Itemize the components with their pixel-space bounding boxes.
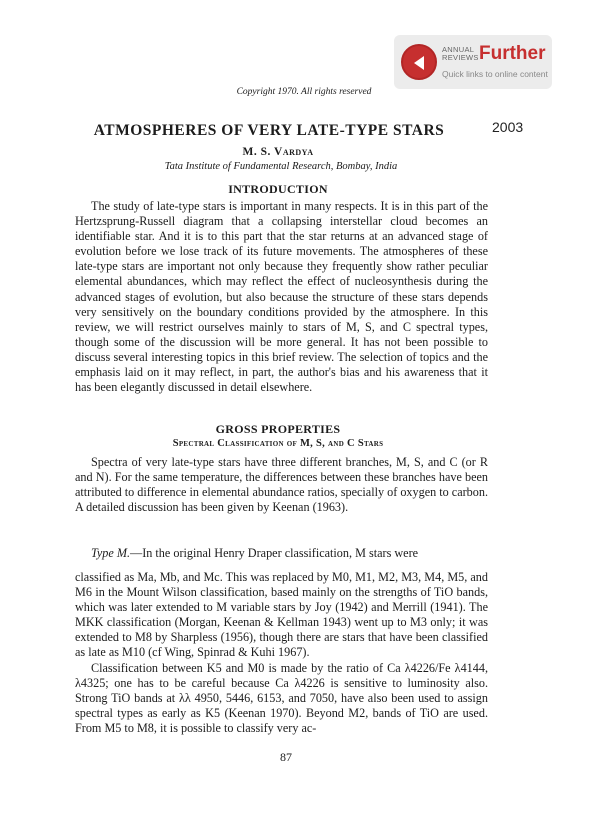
author-name: M. S. Vardya	[242, 146, 314, 158]
introduction-paragraph: The study of late-type stars is important in many respects. It is in this part of the Hertzsprung-Russell diagram that a collapsing interstellar cloud becomes an identifiable star. And it is to this part that the star returns at an advanced stage of evolution before we lose track of its future movements. The atmospheres of these late-type stars are important not only because they frequently show rather peculiar elemental abundances, which may reflect the effect of nucleosynthesis during the advanced stages of evolution, but also because the structure of these stars depends very sensitively on the boundary conditions provided by the atmosphere. In this review, we will restrict ourselves mainly to stars of M, S, and C spectral types, though some of the discussion will be more general. It has not been possible to discuss several interesting topics in this brief review. The selection of topics and the emphasis laid on it may reflect, in part, the author's bias and his awareness that it has been elegantly discussed in detail elsewhere.	[75, 199, 488, 395]
type-m-paragraph	[75, 546, 488, 561]
copyright-notice: Copyright 1970. All rights reserved	[236, 87, 372, 97]
introduction-heading: INTRODUCTION	[228, 182, 328, 196]
gross-properties-paragraph: Spectra of very late-type stars have three different branches, M, S, and C (or R and N). For the same temperature, the differences between these branches have been attributed to difference in elemental abundance ratios, specially of oxygen to carbon. A detailed discussion has been given by Keenan (1963).	[75, 455, 488, 515]
classification-paragraph: Classification between K5 and M0 is made by the ratio of Ca λ4226/Fe λ4144, λ4325; one has to be careful because Ca λ4226 is sensitive to luminosity also. Strong TiO bands at λλ 4950, 5446, 6153, and 7050, have also been used to assign spectral types as early as K5 (Keenan 1970). Beyond M2, bands of TiO are used. From M5 to M8, it is possible to classify very ac-	[75, 661, 488, 736]
gross-properties-heading: GROSS PROPERTIES	[215, 422, 341, 436]
quick-links-text: Quick links to online content	[442, 69, 548, 79]
page-number: 87	[280, 750, 292, 764]
further-label: Further	[479, 43, 546, 64]
type-m-continuation: classified as Ma, Mb, and Mc. This was replaced by M0, M1, M2, M3, M4, M5, and M6 in the Mount Wilson classification, based mainly on the strengths of TiO bands, which was later extended to M variable stars by Joy (1942) and Merrill (1941). The MKK classification (Morgan, Keenan & Kellman 1943) went up to M3 only; it was extended to M8 by Sharpless (1956), though there are stars that have been classified as late as M10 (cf Wing, Spinrad & Kuhi 1967).	[75, 570, 488, 660]
annual-text: ANNUAL	[442, 45, 475, 54]
play-back-icon	[401, 44, 437, 80]
article-number: 2003	[492, 119, 524, 135]
annual-reviews-label	[442, 46, 482, 62]
reviews-text: REVIEWS	[442, 53, 479, 62]
article-title: ATMOSPHERES OF VERY LATE-TYPE STARS	[93, 122, 445, 139]
type-m-label: Type M.	[91, 546, 131, 560]
further-badge[interactable]	[394, 35, 552, 89]
spectral-classification-subheading: Spectral Classification of M, S, and C Stars	[172, 438, 384, 449]
type-m-intro: —In the original Henry Draper classification, M stars were	[130, 546, 419, 560]
author-affiliation: Tata Institute of Fundamental Research, Bombay, India	[164, 161, 398, 172]
